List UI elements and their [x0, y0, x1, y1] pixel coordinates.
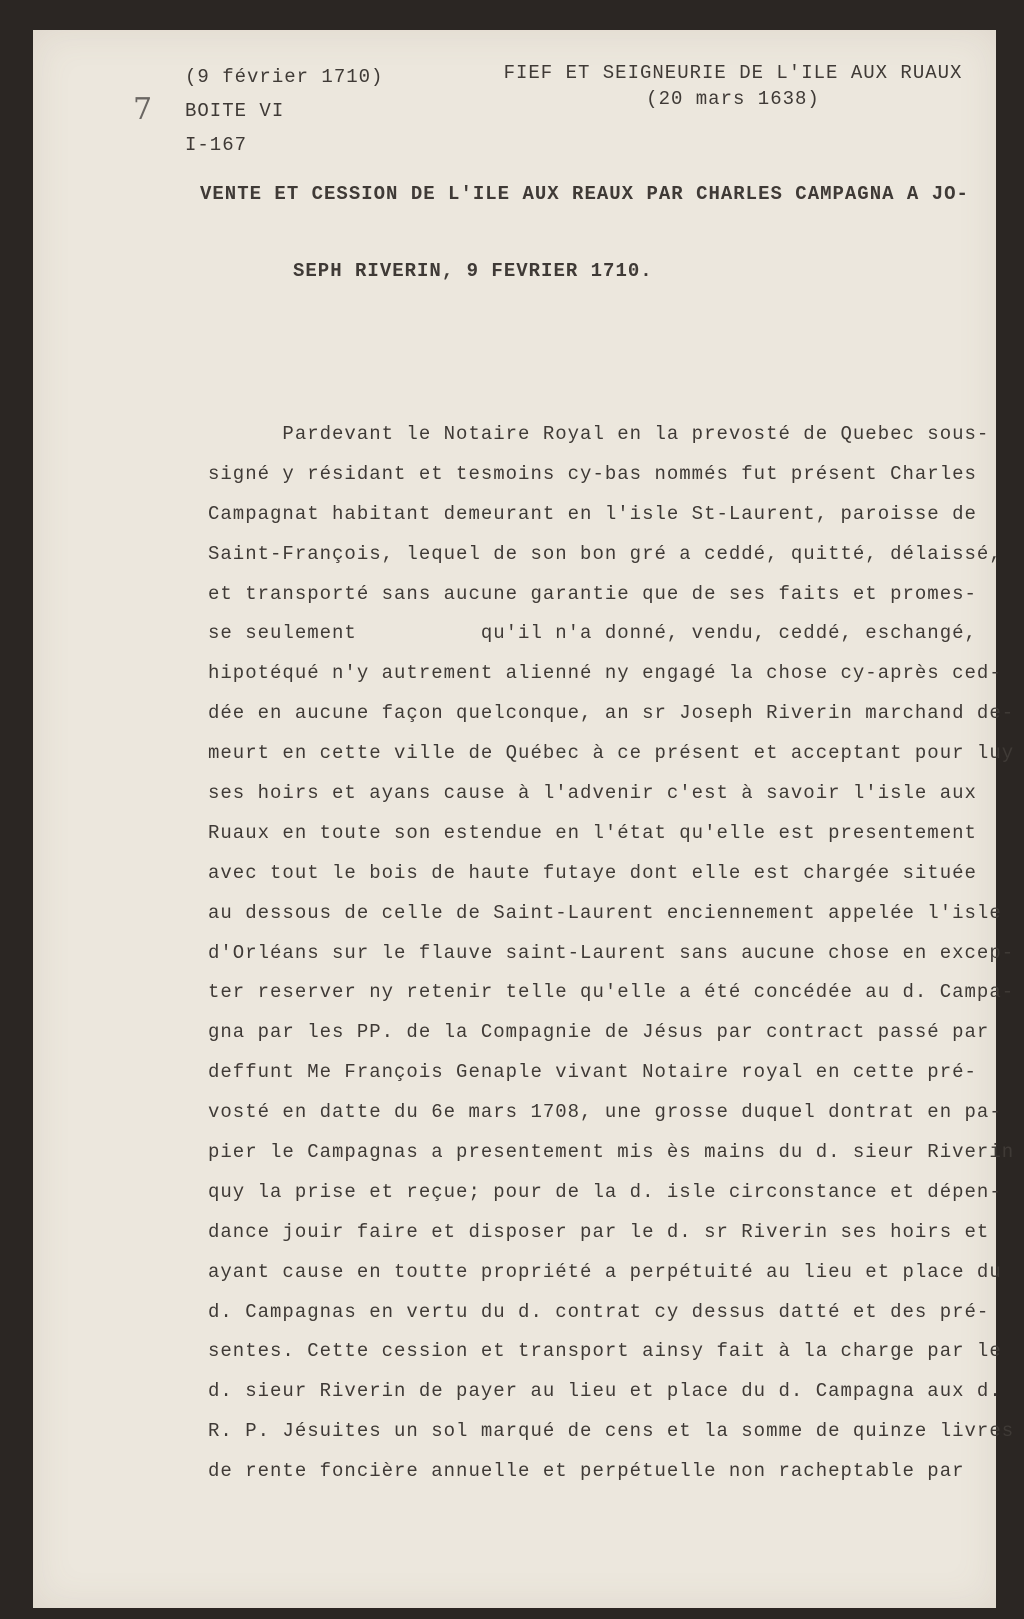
body-line: Pardevant le Notaire Royal en la prevosté de Quebec sous- [208, 423, 990, 445]
body-line: signé y résidant et tesmoins cy-bas nommés fut présent Charles [208, 462, 977, 485]
body-line: d. Campagnas en vertu du d. contrat cy dessus datté et des pré- [208, 1300, 990, 1323]
header-reference: I-167 [185, 134, 248, 156]
fief-title: FIEF ET SEIGNEURIE DE L'ILE AUX RUAUX [503, 62, 963, 84]
body-line: au dessous de celle de Saint-Laurent enciennement appelée l'isle [208, 901, 1002, 924]
body-line: se seulement qu'il n'a donné, vendu, ceddé, eschangé, [208, 622, 977, 645]
header-date: (9 février 1710) [185, 66, 384, 88]
body-line: quy la prise et reçue; pour de la d. isle circonstance et dépen- [208, 1180, 1002, 1203]
body-line: dée en aucune façon quelconque, an sr Joseph Riverin marchand de- [208, 702, 1015, 725]
body-line: gna par les PP. de la Compagnie de Jésus par contract passé par [208, 1021, 990, 1044]
header-left [185, 60, 383, 162]
body-line: de rente foncière annuelle et perpétuelle non racheptable par [208, 1460, 965, 1483]
body-line: ayant cause en toutte propriété a perpétuité au lieu et place du [208, 1260, 1002, 1283]
body-line: et transporté sans aucune garantie que de ses faits et promes- [208, 582, 977, 605]
body-line: ter reserver ny retenir telle qu'elle a été concédée au d. Campa- [208, 981, 1015, 1004]
body-line: d'Orléans sur le flauve saint-Laurent sans aucune chose en excep- [208, 941, 1015, 964]
body-text [208, 415, 1014, 1492]
body-line: R. P. Jésuites un sol marqué de cens et la somme de quinze livres [208, 1420, 1015, 1443]
body-line: d. sieur Riverin de payer au lieu et place du d. Campagna aux d. [208, 1380, 1002, 1403]
body-line: vosté en datte du 6e mars 1708, une grosse duquel dontrat en pa- [208, 1101, 1002, 1124]
folio-number: 7 [133, 92, 153, 127]
body-line: pier le Campagnas a presentement mis ès mains du d. sieur Riverin [208, 1141, 1015, 1164]
body-line: Campagnat habitant demeurant en l'isle St-Laurent, paroisse de [208, 502, 977, 525]
header-right [483, 60, 983, 112]
fief-date: (20 mars 1638) [646, 88, 820, 110]
header-box: BOITE VI [185, 100, 285, 122]
body-line: dance jouir faire et disposer par le d. sr Riverin ses hoirs et [208, 1220, 990, 1243]
title-line-2: SEPH RIVERIN, 9 FEVRIER 1710. [293, 260, 653, 282]
body-line: sentes. Cette cession et transport ainsy fait à la charge par le [208, 1340, 1002, 1363]
body-line: deffunt Me François Genaple vivant Notaire royal en cette pré- [208, 1061, 977, 1084]
document-page [33, 30, 1015, 1608]
body-line: avec tout le bois de haute futaye dont elle est chargée située [208, 861, 977, 884]
title-line-1: VENTE ET CESSION DE L'ILE AUX REAUX PAR CHARLES CAMPAGNA A JO- [200, 183, 969, 205]
body-line: Ruaux en toute son estendue en l'état qu'elle est presentement [208, 821, 977, 844]
body-line: Saint-François, lequel de son bon gré a ceddé, quitté, délaissé, [208, 542, 1002, 565]
body-line: ses hoirs et ayans cause à l'advenir c'est à savoir l'isle aux [208, 782, 977, 805]
body-line: hipotéqué n'y autrement alienné ny engagé la chose cy-après ced- [208, 662, 1002, 685]
body-line: meurt en cette ville de Québec à ce présent et acceptant pour luy [208, 742, 1015, 765]
